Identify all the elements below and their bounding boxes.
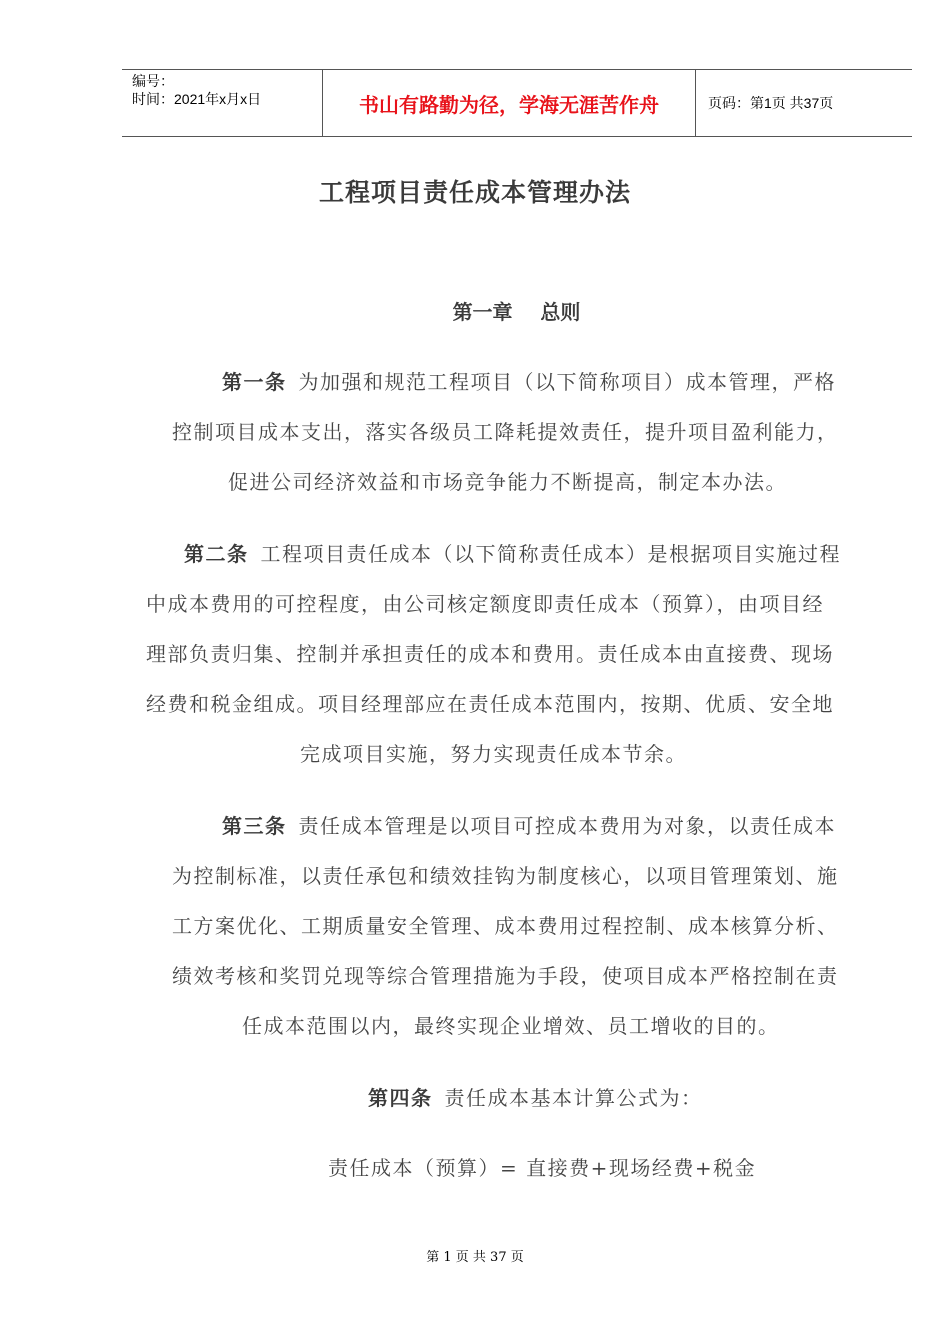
article-label: 第一条	[222, 370, 287, 394]
article-2-line-4: 经费和税金组成。项目经理部应在责任成本范围内，按期、优质、安全地	[146, 692, 834, 716]
document-title: 工程项目责任成本管理办法	[318, 178, 631, 207]
article-4-line-1	[368, 1074, 703, 1122]
article-3-line-5: 任成本范围以内，最终实现企业增效、员工增收的目的。	[242, 1014, 780, 1038]
article-label: 第三条	[222, 814, 287, 838]
article-label: 第四条	[368, 1086, 433, 1110]
formula-line: 责任成本（预算）= 直接费+现场经费+税金	[328, 1156, 757, 1180]
page-info: 页码：第1页 共37页	[708, 95, 834, 111]
page-footer: 第 1 页 共 37 页	[426, 1250, 524, 1265]
header-page-cell	[696, 70, 912, 136]
motto-text: 书山有路勤为径，学海无涯苦作舟	[359, 92, 659, 117]
header-motto-cell	[323, 70, 696, 136]
article-3-line-4: 绩效考核和奖罚兑现等综合管理措施为手段，使项目成本严格控制在责	[172, 964, 839, 988]
article-2-line-3: 理部负责归集、控制并承担责任的成本和费用。责任成本由直接费、现场	[146, 642, 834, 666]
article-3-line-3: 工方案优化、工期质量安全管理、成本费用过程控制、成本核算分析、	[172, 914, 839, 938]
code-label: 编号：	[132, 73, 174, 89]
article-3-line-2: 为控制标准，以责任承包和绩效挂钩为制度核心，以项目管理策划、施	[172, 864, 839, 888]
article-text: 责任成本基本计算公式为：	[444, 1086, 703, 1110]
time-label: 时间：2021年x月x日	[132, 91, 262, 107]
article-2-line-1	[184, 530, 841, 578]
article-text: 为加强和规范工程项目（以下简称项目）成本管理，严格	[298, 370, 836, 394]
article-1-line-2: 控制项目成本支出，落实各级员工降耗提效责任，提升项目盈利能力，	[172, 420, 839, 444]
header-meta-cell	[122, 70, 323, 136]
document-header	[122, 69, 912, 137]
article-2-line-2: 中成本费用的可控程度，由公司核定额度即责任成本（预算），由项目经	[146, 592, 824, 616]
article-text: 责任成本管理是以项目可控成本费用为对象，以责任成本	[298, 814, 836, 838]
chapter-heading: 第一章 总则	[452, 300, 581, 324]
article-2-line-5: 完成项目实施，努力实现责任成本节余。	[300, 742, 687, 766]
article-text: 工程项目责任成本（以下简称责任成本）是根据项目实施过程	[260, 542, 841, 566]
article-label: 第二条	[184, 542, 249, 566]
article-1-line-3: 促进公司经济效益和市场竞争能力不断提高，制定本办法。	[228, 470, 787, 494]
article-3-line-1	[222, 802, 836, 850]
article-1-line-1	[222, 358, 836, 406]
